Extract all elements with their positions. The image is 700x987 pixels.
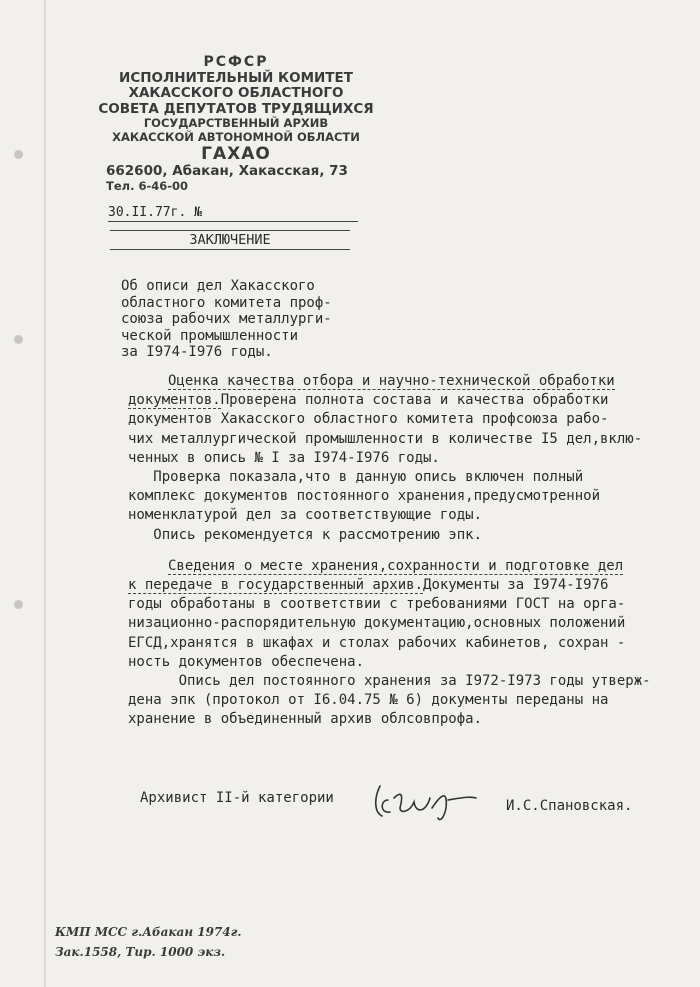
body-line: дена эпк (протокол от I6.04.75 № 6) документы переданы на [128, 692, 609, 709]
body-line: Опись дел постоянного хранения за I972-I973 годы утверж- [128, 673, 651, 690]
print-line: КМП МСС г.Абакан 1974г. [55, 925, 242, 939]
body-line: комплекс документов постоянного хранения,предусмотренной [128, 488, 601, 505]
punch-hole [14, 150, 23, 159]
subject-line: союза рабочих металлурги- [121, 311, 332, 327]
body-line: низационно-распорядительную документацию,основных положений [128, 615, 626, 632]
section-heading-text: Оценка качества отбора и научно-технической обработки [168, 373, 615, 389]
stamp-address: 662600, Абакан, Хакасская, 73 [106, 163, 348, 179]
stamp-line: ХАКАССКОЙ АВТОНОМНОЙ ОБЛАСТИ [112, 129, 360, 144]
body-line: ченных в опись № I за I974-I976 годы. [128, 449, 440, 466]
document-date: 30.II.77г. [108, 205, 187, 220]
body-line: Опись рекомендуется к рассмотрению эпк. [128, 526, 483, 543]
document-subject [121, 278, 381, 361]
body-line [128, 391, 653, 410]
number-label: № [194, 205, 202, 220]
section-heading [128, 557, 653, 576]
body-text: Документы за I974-I976 [423, 577, 609, 594]
body-line: ЕГСД,хранятся в шкафах и столах рабочих кабинетов, сохран - [128, 634, 626, 651]
stamp-phone: Тел. 6-46-00 [106, 178, 188, 193]
subject-line: за I974-I976 годы. [121, 344, 273, 360]
subject-line: ческой промышленности [121, 327, 299, 344]
document-title: ЗАКЛЮЧЕНИЕ [110, 230, 350, 250]
stamp-line: ХАКАССКОГО ОБЛАСТНОГО [128, 85, 344, 101]
section-heading-text: к передаче в государственный архив. [128, 577, 424, 594]
subject-line: областного комитета проф- [121, 294, 332, 311]
stamp-line: ИСПОЛНИТЕЛЬНЫЙ КОМИТЕТ [119, 69, 353, 86]
stamp-line: РСФСР [203, 54, 269, 70]
print-info [55, 922, 242, 962]
document-body [128, 372, 653, 730]
section-heading-text: Сведения о месте хранения,сохранности и подготовке дел [168, 557, 624, 574]
signatory-title: Архивист II-й категории [140, 790, 334, 806]
punch-hole [14, 335, 23, 344]
body-line: годы обработаны в соответствии с требованиями ГОСТ на орга- [128, 596, 626, 613]
section-heading-text: документов. [128, 392, 221, 409]
body-text: Проверена полнота состава и качества обработки [220, 392, 609, 409]
body-line: хранение в объединенный архив облсовпрофа. [128, 711, 483, 728]
body-line: Проверка показала,что в данную опись включен полный [128, 469, 584, 486]
body-line: документов Хакасского областного комитета профсоюза рабо- [128, 411, 609, 428]
stamp-line: ГОСУДАРСТВЕННЫЙ АРХИВ [143, 116, 329, 130]
stamp-line: СОВЕТА ДЕПУТАТОВ ТРУДЯЩИХСЯ [98, 100, 374, 117]
subject-line: Об описи дел Хакасского [121, 278, 315, 294]
print-line: Зак.1558, Тир. 1000 экз. [55, 945, 226, 959]
body-line: номенклатурой дел за соответствующие годы. [128, 507, 483, 524]
stamp-line: ГАХАО [201, 144, 271, 164]
handwritten-signature [370, 778, 480, 824]
body-line [128, 576, 653, 595]
date-line [108, 205, 358, 222]
signatory-name: И.С.Спановская. [506, 798, 633, 814]
page-fold [44, 0, 46, 987]
punch-hole [14, 600, 23, 609]
body-line: ность документов обеспечена. [128, 653, 365, 670]
section-heading [128, 372, 653, 391]
archive-stamp [96, 55, 376, 193]
body-line: чих металлургической промышленности в количестве I5 дел,вклю- [128, 430, 643, 447]
